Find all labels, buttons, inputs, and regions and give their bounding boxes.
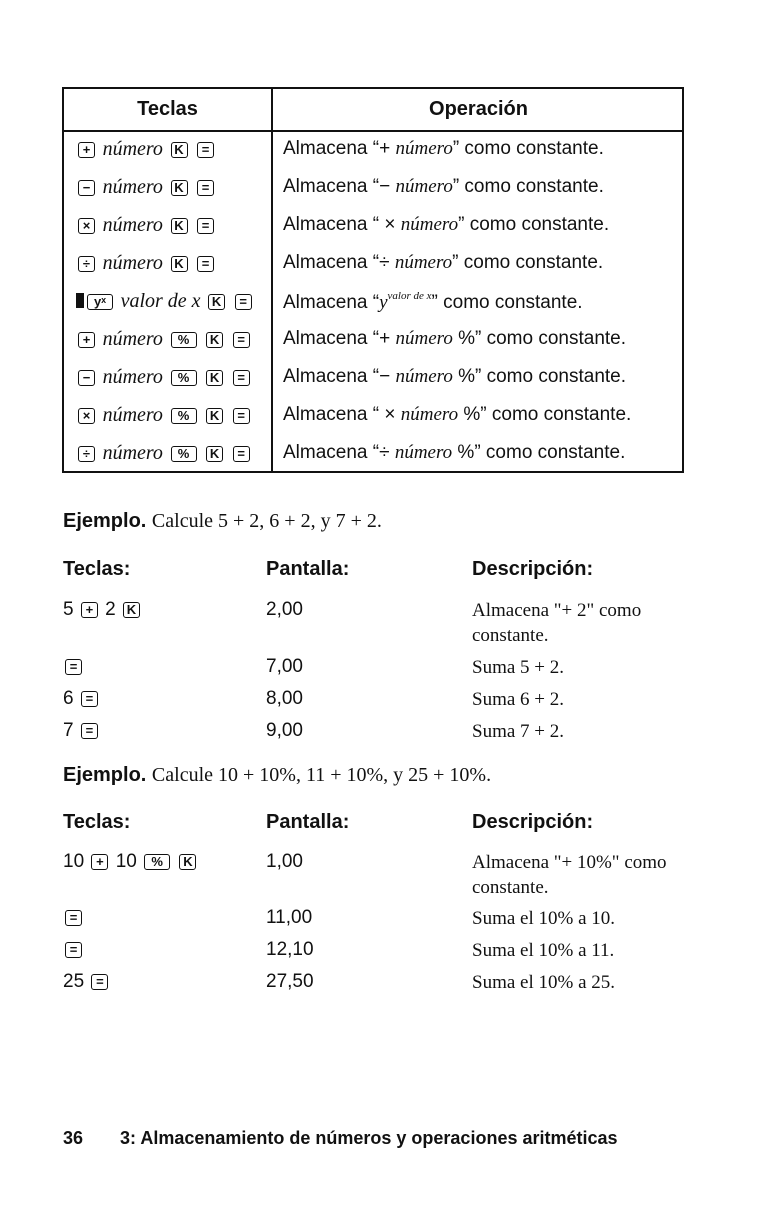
operation-suffix: %” como constante. (452, 442, 626, 463)
digit-entry: 25 (63, 971, 85, 992)
keys-cell (76, 442, 252, 465)
operation-operand: número (394, 252, 453, 273)
operand-label: número (102, 442, 163, 464)
description-text: Almacena "+ 10%" como constante. (472, 852, 667, 898)
operation-prefix: Almacena “− (283, 366, 396, 387)
operation-prefix: Almacena “+ (283, 328, 396, 349)
display-value: 7,00 (266, 656, 303, 677)
key-button-icon: = (235, 294, 252, 310)
operand-label: número (102, 138, 163, 160)
example-1-title (63, 510, 382, 533)
key-button-icon: = (233, 446, 250, 462)
operand-label: número (102, 404, 163, 426)
description-text: Suma 5 + 2. (472, 657, 564, 678)
operation-prefix: Almacena “+ (283, 138, 396, 159)
chapter-title: 3: Almacenamiento de números y operaciones aritméticas (120, 1128, 618, 1148)
key-button-icon: = (65, 942, 82, 958)
operation-superscript: valor de x (387, 290, 432, 302)
keystroke-sequence (63, 599, 142, 621)
shift-key-icon (76, 293, 84, 308)
display-value: 11,00 (266, 907, 313, 928)
digit-entry: 10 (63, 851, 85, 872)
operation-operand: número (394, 442, 453, 463)
key-button-icon: = (65, 910, 82, 926)
display-value: 8,00 (266, 688, 303, 709)
key-button-icon: % (171, 332, 197, 348)
operation-operand: y (379, 292, 388, 313)
description-text: Suma 7 + 2. (472, 721, 564, 742)
key-button-icon: % (171, 408, 197, 424)
key-button-icon: + (78, 142, 95, 158)
keystroke-sequence (63, 971, 110, 993)
operand-label: número (102, 252, 163, 274)
operation-prefix: Almacena “÷ (283, 442, 395, 463)
col-header-description: Descripción: (472, 558, 594, 580)
operand-label: número (102, 214, 163, 236)
key-button-icon: K (171, 218, 188, 234)
keystroke-sequence (63, 688, 100, 710)
digit-entry: 6 (63, 688, 74, 709)
digit-entry: 7 (63, 720, 74, 741)
table-row (64, 214, 682, 250)
key-button-icon: % (144, 854, 170, 870)
operation-operand: número (395, 328, 453, 349)
operand-label: número (102, 176, 163, 198)
key-button-icon: K (171, 180, 188, 196)
digit-entry: 5 (63, 599, 74, 620)
operand-label: número (102, 366, 163, 388)
operation-operand: número (400, 404, 459, 425)
key-button-icon: K (171, 142, 188, 158)
col-header-display: Pantalla: (266, 558, 350, 580)
key-button-icon: = (91, 974, 108, 990)
operation-cell (283, 138, 604, 160)
key-button-icon: − (78, 180, 95, 196)
table-row (64, 366, 682, 402)
col-header-description: Descripción: (472, 811, 594, 833)
key-button-icon: = (197, 180, 214, 196)
table-row (64, 290, 682, 326)
key-button-icon: % (171, 370, 197, 386)
operation-prefix: Almacena “ × (283, 214, 401, 235)
operation-suffix: ” como constante. (452, 252, 604, 273)
keys-cell (76, 290, 254, 313)
operation-suffix: ” como constante. (452, 176, 604, 197)
operation-cell (283, 366, 626, 388)
keys-cell (76, 366, 252, 389)
keystroke-sequence (63, 656, 84, 678)
example-text: Calcule 10 + 10%, 11 + 10%, y 25 + 10%. (151, 764, 492, 786)
keys-cell (76, 214, 216, 237)
digit-entry: 10 (115, 851, 137, 872)
keystroke-sequence (63, 720, 100, 742)
description-text: Suma el 10% a 25. (472, 972, 616, 993)
header-operation: Operación (429, 98, 528, 120)
keys-cell (76, 252, 216, 275)
key-button-icon: yˣ (87, 294, 113, 310)
description-text: Suma el 10% a 10. (472, 908, 616, 929)
key-button-icon: = (65, 659, 82, 675)
key-button-icon: = (233, 332, 250, 348)
table-row (64, 138, 682, 174)
table-row (64, 176, 682, 212)
keys-cell (76, 138, 216, 161)
operation-cell (283, 214, 609, 236)
operand-label: valor de x (120, 290, 201, 312)
operation-suffix: ” como constante. (431, 292, 583, 313)
keys-cell (76, 328, 252, 351)
key-button-icon: ÷ (78, 446, 95, 462)
key-button-icon: × (78, 218, 95, 234)
key-button-icon: K (206, 446, 223, 462)
key-button-icon: = (233, 408, 250, 424)
keys-cell (76, 404, 252, 427)
key-button-icon: + (78, 332, 95, 348)
keystroke-sequence (63, 851, 198, 873)
display-value: 1,00 (266, 851, 303, 872)
key-button-icon: = (197, 218, 214, 234)
example-label: Ejemplo. (63, 764, 147, 786)
key-button-icon: = (197, 142, 214, 158)
table-row (64, 252, 682, 288)
operation-prefix: Almacena “÷ (283, 252, 395, 273)
col-header-display: Pantalla: (266, 811, 350, 833)
operation-cell (283, 176, 604, 198)
key-button-icon: K (206, 408, 223, 424)
constant-keys-table (62, 87, 684, 473)
operation-operand: número (400, 214, 459, 235)
page-number: 36 (63, 1128, 84, 1148)
key-button-icon: × (78, 408, 95, 424)
key-button-icon: K (208, 294, 225, 310)
key-button-icon: = (197, 256, 214, 272)
example-text: Calcule 5 + 2, 6 + 2, y 7 + 2. (151, 510, 382, 532)
key-button-icon: = (233, 370, 250, 386)
operation-operand: número (395, 138, 453, 159)
display-value: 9,00 (266, 720, 303, 741)
col-header-keys: Teclas: (63, 558, 131, 580)
keystroke-sequence (63, 907, 84, 929)
keys-cell (76, 176, 216, 199)
operation-cell (283, 252, 603, 274)
description-text: Almacena "+ 2" como constante. (472, 600, 642, 646)
key-button-icon: K (206, 332, 223, 348)
table-row (64, 404, 682, 440)
operation-suffix: %” como constante. (458, 404, 632, 425)
operation-cell (283, 290, 583, 314)
key-button-icon: − (78, 370, 95, 386)
operation-operand: número (395, 366, 453, 387)
operation-suffix: ” como constante. (458, 214, 610, 235)
example-2-title (63, 764, 491, 787)
key-button-icon: K (171, 256, 188, 272)
table-row (64, 328, 682, 364)
table-row (64, 442, 682, 478)
description-text: Suma 6 + 2. (472, 689, 564, 710)
example-label: Ejemplo. (63, 510, 147, 532)
key-button-icon: % (171, 446, 197, 462)
key-button-icon: = (81, 691, 98, 707)
keystroke-sequence (63, 939, 84, 961)
header-keys: Teclas (137, 98, 198, 120)
col-header-keys: Teclas: (63, 811, 131, 833)
operation-prefix: Almacena “ (283, 292, 380, 313)
key-button-icon: + (91, 854, 108, 870)
key-button-icon: ÷ (78, 256, 95, 272)
digit-entry: 2 (105, 599, 116, 620)
key-button-icon: + (81, 602, 98, 618)
operation-cell (283, 404, 631, 426)
description-text: Suma el 10% a 11. (472, 940, 615, 961)
operation-cell (283, 328, 626, 350)
operation-prefix: Almacena “− (283, 176, 396, 197)
key-button-icon: K (123, 602, 140, 618)
header-divider (64, 130, 682, 132)
operation-prefix: Almacena “ × (283, 404, 401, 425)
operation-suffix: ” como constante. (452, 138, 604, 159)
key-button-icon: K (179, 854, 196, 870)
operation-suffix: %” como constante. (452, 366, 627, 387)
operation-cell (283, 442, 625, 464)
operation-operand: número (395, 176, 453, 197)
operation-suffix: %” como constante. (452, 328, 627, 349)
operand-label: número (102, 328, 163, 350)
display-value: 12,10 (266, 939, 314, 960)
display-value: 2,00 (266, 599, 303, 620)
display-value: 27,50 (266, 971, 314, 992)
key-button-icon: = (81, 723, 98, 739)
key-button-icon: K (206, 370, 223, 386)
